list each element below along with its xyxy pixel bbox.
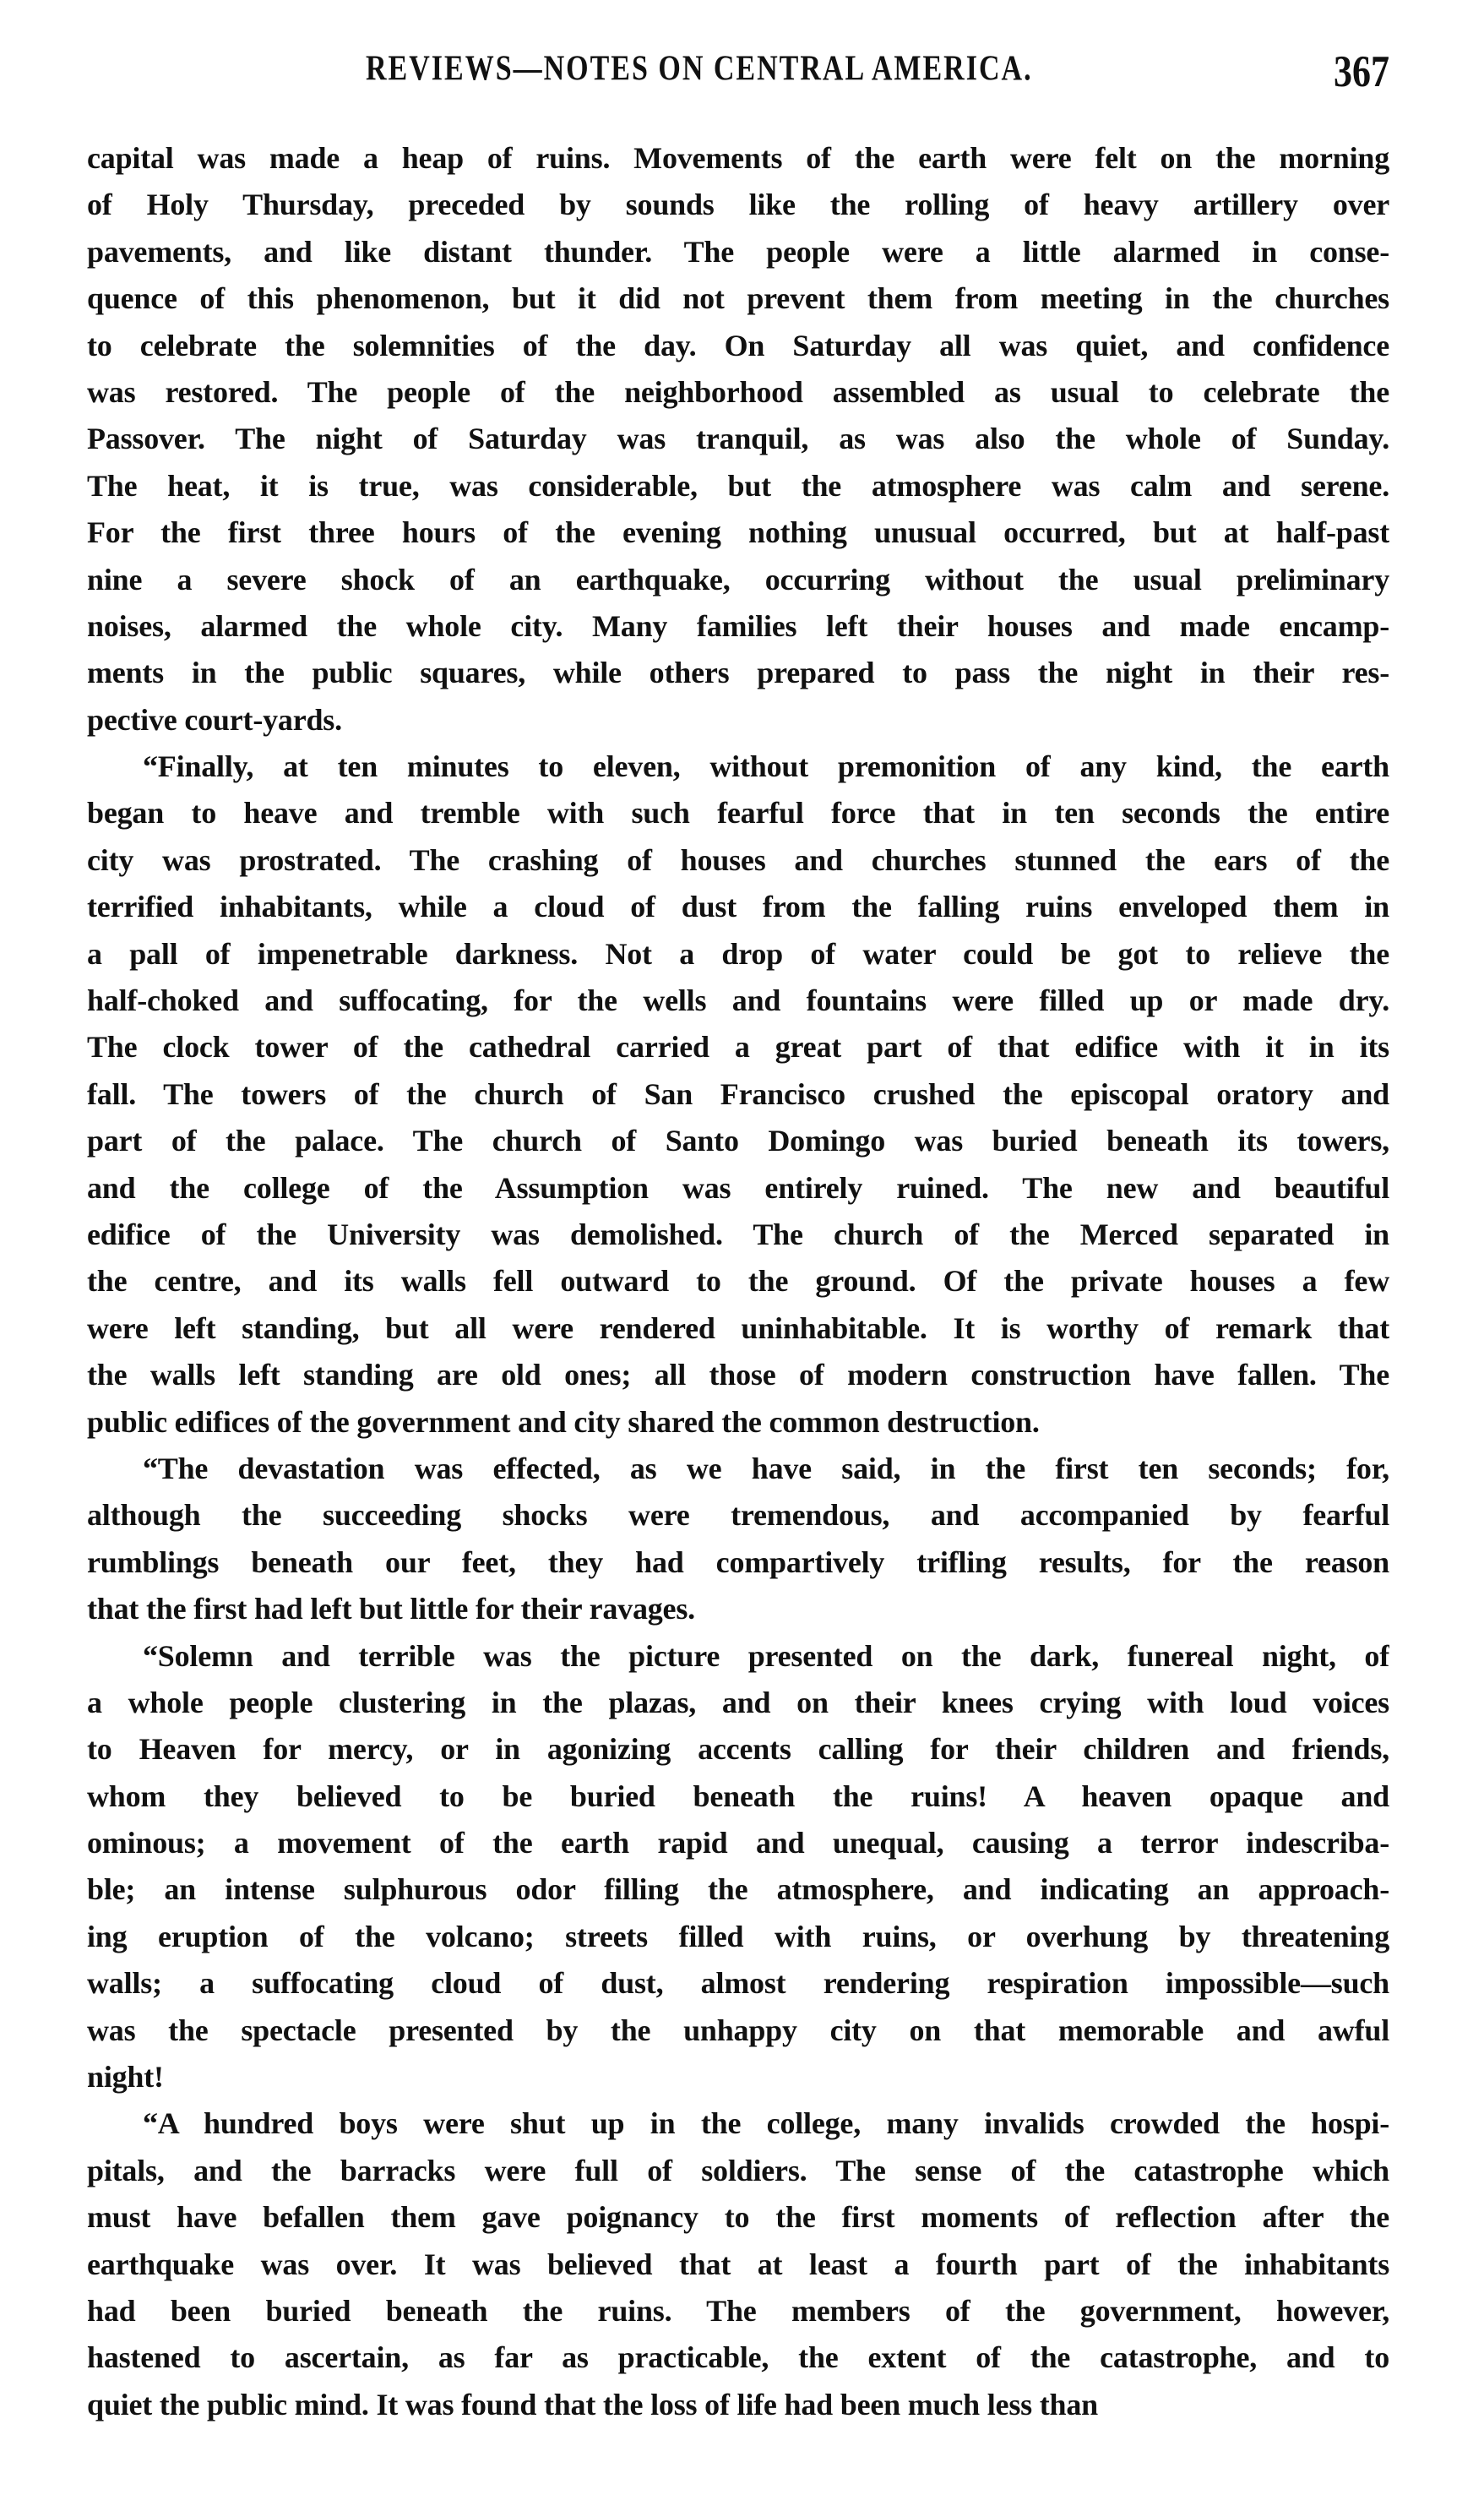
text-line: The clock tower of the cathedral carried a great part of that edifice with it in its — [87, 1030, 1389, 1065]
text-line: The heat, it is true, was considerable, but the atmosphere was calm and serene. — [87, 468, 1389, 503]
text-line: For the first three hours of the evening nothing unusual occurred, but at half-past — [87, 515, 1389, 550]
text-line: “Solemn and terrible was the picture presented on the dark, funereal night, of — [143, 1638, 1389, 1673]
text-line: “Finally, at ten minutes to eleven, without premonition of any kind, the earth — [143, 749, 1389, 784]
text-line: “A hundred boys were shut up in the college, many invalids crowded the hospi- — [143, 2106, 1389, 2141]
paragraph — [87, 135, 1389, 744]
text-line: edifice of the University was demolished. The church of the Merced separated in — [87, 1217, 1389, 1251]
body-text — [87, 135, 1389, 2428]
text-line: capital was made a heap of ruins. Movements of the earth were felt on the morning — [87, 141, 1389, 175]
text-line: ing eruption of the volcano; streets filled with ruins, or overhung by threatening — [87, 1919, 1389, 1953]
running-head: REVIEWS—NOTES ON CENTRAL AMERICA. — [366, 49, 1033, 89]
text-line: a pall of impenetrable darkness. Not a drop of water could be got to relieve the — [87, 936, 1389, 971]
text-line: night! — [87, 2060, 164, 2095]
paragraph — [87, 1446, 1389, 1633]
page-number: 367 — [1334, 46, 1389, 96]
text-line: had been buried beneath the ruins. The members of the government, however, — [87, 2293, 1389, 2328]
text-line: fall. The towers of the church of San Francisco crushed the episcopal oratory and — [87, 1076, 1389, 1111]
text-line: of Holy Thursday, preceded by sounds like the rolling of heavy artillery over — [87, 188, 1389, 222]
text-line: Passover. The night of Saturday was tranquil, as was also the whole of Sunday. — [87, 422, 1389, 456]
text-line: to celebrate the solemnities of the day. On Saturday all was quiet, and confidence — [87, 328, 1389, 362]
text-line: that the first had left but little for their ravages. — [87, 1592, 695, 1626]
text-line: the centre, and its walls fell outward to the ground. Of the private houses a few — [87, 1264, 1389, 1299]
text-line: a whole people clustering in the plazas, and on their knees crying with loud voices — [87, 1685, 1389, 1719]
text-line: pective court-yards. — [87, 702, 342, 737]
text-line: was restored. The people of the neighborhood assembled as usual to celebrate the — [87, 374, 1389, 409]
text-line: noises, alarmed the whole city. Many families left their houses and made encamp- — [87, 608, 1389, 643]
text-line: ominous; a movement of the earth rapid and unequal, causing a terror indescriba- — [87, 1826, 1389, 1860]
text-line: pavements, and like distant thunder. The people were a little alarmed in conse- — [87, 234, 1389, 269]
paragraph — [87, 744, 1389, 1446]
text-line: began to heave and tremble with such fearful force that in ten seconds the entire — [87, 796, 1389, 831]
text-line: to Heaven for mercy, or in agonizing accents calling for their children and friends, — [87, 1732, 1389, 1767]
text-line: ments in the public squares, while others prepared to pass the night in their res- — [87, 656, 1389, 690]
text-line: ble; an intense sulphurous odor filling the atmosphere, and indicating an approach- — [87, 1872, 1389, 1907]
text-line: nine a severe shock of an earthquake, occurring without the usual preliminary — [87, 562, 1389, 597]
text-line: the walls left standing are old ones; all those of modern construction have fallen. The — [87, 1358, 1389, 1392]
text-line: half-choked and suffocating, for the wells and fountains were filled up or made dry. — [87, 983, 1389, 1018]
text-line: earthquake was over. It was believed that at least a fourth part of the inhabitants — [87, 2247, 1389, 2281]
text-line: were left standing, but all were rendered uninhabitable. It is worthy of remark that — [87, 1310, 1389, 1345]
text-line: and the college of the Assumption was entirely ruined. The new and beautiful — [87, 1170, 1389, 1205]
text-line: “The devastation was effected, as we have said, in the first ten seconds; for, — [143, 1451, 1389, 1485]
text-line: although the succeeding shocks were tremendous, and accompanied by fearful — [87, 1498, 1389, 1533]
text-line: pitals, and the barracks were full of soldiers. The sense of the catastrophe which — [87, 2153, 1389, 2187]
text-line: terrified inhabitants, while a cloud of dust from the falling ruins enveloped them in — [87, 890, 1389, 924]
text-line: public edifices of the government and city shared the common destruction. — [87, 1404, 1040, 1439]
paragraph — [87, 1633, 1389, 2101]
text-line: whom they believed to be buried beneath the ruins! A heaven opaque and — [87, 1779, 1389, 1813]
page-header — [87, 46, 1389, 96]
paragraph — [87, 2100, 1389, 2428]
text-line: quiet the public mind. It was found that the loss of life had been much less than — [87, 2387, 1098, 2421]
text-line: was the spectacle presented by the unhappy city on that memorable and awful — [87, 2013, 1389, 2047]
text-line: quence of this phenomenon, but it did not prevent them from meeting in the churches — [87, 281, 1389, 316]
text-line: part of the palace. The church of Santo Domingo was buried beneath its towers, — [87, 1124, 1389, 1158]
text-line: walls; a suffocating cloud of dust, almost rendering respiration impossible—such — [87, 1966, 1389, 2001]
text-line: rumblings beneath our feet, they had compartively trifling results, for the reason — [87, 1544, 1389, 1579]
text-line: city was prostrated. The crashing of houses and churches stunned the ears of the — [87, 842, 1389, 877]
text-line: must have befallen them gave poignancy to the first moments of reflection after the — [87, 2200, 1389, 2235]
text-line: hastened to ascertain, as far as practicable, the extent of the catastrophe, and to — [87, 2340, 1389, 2375]
